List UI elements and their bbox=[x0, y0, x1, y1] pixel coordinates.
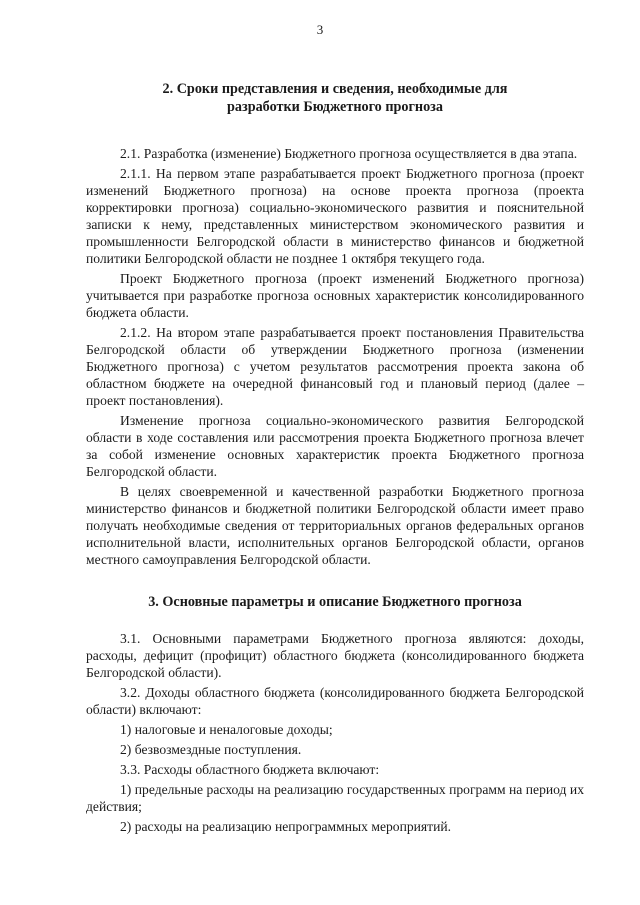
paragraph-forecast-change: Изменение прогноза социально-экономического развития Белгородской области в ходе составления или рассмотрения проекта Бюджетного прогноза влечет за собой изменение основных характеристик проекта Бюджетного прогноза Белгородской области. bbox=[86, 413, 584, 479]
paragraph-3-1: 3.1. Основными параметрами Бюджетного прогноза являются: доходы, расходы, дефицит (профицит) областного бюджета (консолидированного бюджета Белгородской области). bbox=[86, 631, 584, 680]
paragraph-2-1: 2.1. Разработка (изменение) Бюджетного прогноза осуществляется в два этапа. bbox=[120, 146, 578, 161]
document-body bbox=[86, 80, 584, 838]
list-item-tax-revenues: 1) налоговые и неналоговые доходы; bbox=[120, 722, 333, 737]
list-item-program-expenses: 1) предельные расходы на реализацию государственных программ на период их действия; bbox=[86, 782, 584, 814]
list-item-nonprogram-expenses: 2) расходы на реализацию непрограммных мероприятий. bbox=[120, 819, 452, 834]
section-2-heading-line-2: разработки Бюджетного прогноза bbox=[227, 99, 443, 115]
paragraph-3-2: 3.2. Доходы областного бюджета (консолидированного бюджета Белгородской области) включают: bbox=[86, 685, 584, 717]
section-3-heading: 3. Основные параметры и описание Бюджетного прогноза bbox=[148, 594, 522, 610]
section-2-heading bbox=[86, 80, 584, 116]
list-item-gratuitous-receipts: 2) безвозмездные поступления. bbox=[120, 742, 302, 757]
paragraph-2-1-1: 2.1.1. На первом этапе разрабатывается проект Бюджетного прогноза (проект изменений Бюджетного прогноза) на основе проекта прогноза (проекта корректировки прогноза) социально-экономического развития и пояснительной записки к нему, представленных министерством экономического развития и промышленности Белгородской области в министерство финансов и бюджетной политики Белгородской области не позднее 1 октября текущего года. bbox=[86, 166, 584, 266]
paragraph-forecast-project: Проект Бюджетного прогноза (проект изменений Бюджетного прогноза) учитывается при разработке прогноза основных характеристик консолидированного бюджета области. bbox=[86, 271, 584, 320]
paragraph-3-3: 3.3. Расходы областного бюджета включают: bbox=[120, 762, 380, 777]
paragraph-ministry-rights: В целях своевременной и качественной разработки Бюджетного прогноза министерство финансов и бюджетной политики Белгородской области имеет право получать необходимые сведения от территориальных органов федеральных органов исполнительной власти, исполнительных органов Белгородской области, органов местного самоуправления Белгородской области. bbox=[86, 484, 584, 567]
page-number: 3 bbox=[316, 22, 324, 37]
paragraph-2-1-2: 2.1.2. На втором этапе разрабатывается проект постановления Правительства Белгородской области об утверждении Бюджетного прогноза (изменении Бюджетного прогноза) с учетом результатов рассмотрения проекта закона об областном бюджете на очередной финансовый год и плановый период (далее – проект постановления). bbox=[86, 325, 584, 408]
section-2-heading-line-1: 2. Сроки представления и сведения, необходимые для bbox=[162, 81, 508, 97]
